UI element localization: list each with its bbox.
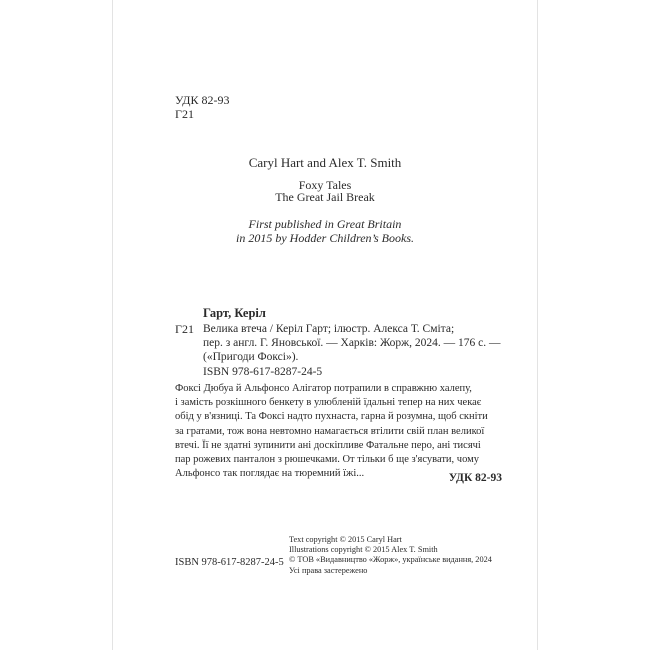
publication-line-2: in 2015 by Hodder Children’s Books. <box>236 231 414 245</box>
annotation-line: Альфонсо так поглядає на тюремний їжі... <box>175 468 365 480</box>
annotation <box>175 382 503 481</box>
annotation-line: втечі. Її не здатні зупинити ані доскіпливе Фатальне перо, ані тисячі <box>175 439 481 451</box>
udk-code-bottom: УДК 82-93 <box>448 472 502 484</box>
isbn-bottom: ISBN 978-617-8287-24-5 <box>175 557 284 568</box>
original-authors: Caryl Hart and Alex T. Smith <box>248 155 402 170</box>
copyright-line: © ТОВ «Видавництво «Жорж», українське видання, 2024 <box>289 555 492 565</box>
original-title-line-1: Foxy Tales <box>298 178 352 192</box>
copyright-block <box>289 535 492 576</box>
udk-block-top <box>175 93 229 121</box>
copyright-line: Illustrations copyright © 2015 Alex T. Smith <box>289 545 438 555</box>
catalog-description-line: («Пригоди Фоксі»). <box>203 351 299 363</box>
copyright-line: Text copyright © 2015 Caryl Hart <box>289 535 402 544</box>
catalog-description-line: пер. з англ. Г. Яновської. — Харків: Жорж, 2024. — 176 с. — <box>203 337 501 349</box>
annotation-line: пар рожевих панталон з рюшечками. От тільки б ще з'ясувати, чому <box>175 454 480 466</box>
annotation-line: і замість розкішного бенкету в улюбленій їдальні тепер на них чекає <box>175 397 482 409</box>
catalog-author: Гарт, Керіл <box>203 306 266 320</box>
catalog-code: Г21 <box>175 322 194 336</box>
catalog-description-line: Велика втеча / Керіл Гарт; ілюстр. Алекса Т. Сміта; <box>203 323 455 335</box>
catalog-isbn: ISBN 978-617-8287-24-5 <box>203 366 323 378</box>
original-publication-note <box>160 217 490 245</box>
catalog-description <box>203 322 503 364</box>
author-sign: Г21 <box>175 107 194 121</box>
annotation-line: Фоксі Дюбуа й Альфонсо Алігатор потрапили в справжню халепу, <box>175 383 472 394</box>
annotation-line: за гратами, тож вона невтомно намагається втілити свій план великої <box>175 425 485 437</box>
publication-line-1: First published in Great Britain <box>248 217 402 231</box>
original-title-line-2: The Great Jail Break <box>275 190 375 204</box>
annotation-line: обід у в'язниці. Та Фоксі надто пухнаста, гарна й розумна, щоб скніти <box>175 411 488 423</box>
copyright-line: Усі права застережено <box>289 565 368 575</box>
udk-code: УДК 82-93 <box>175 93 230 107</box>
